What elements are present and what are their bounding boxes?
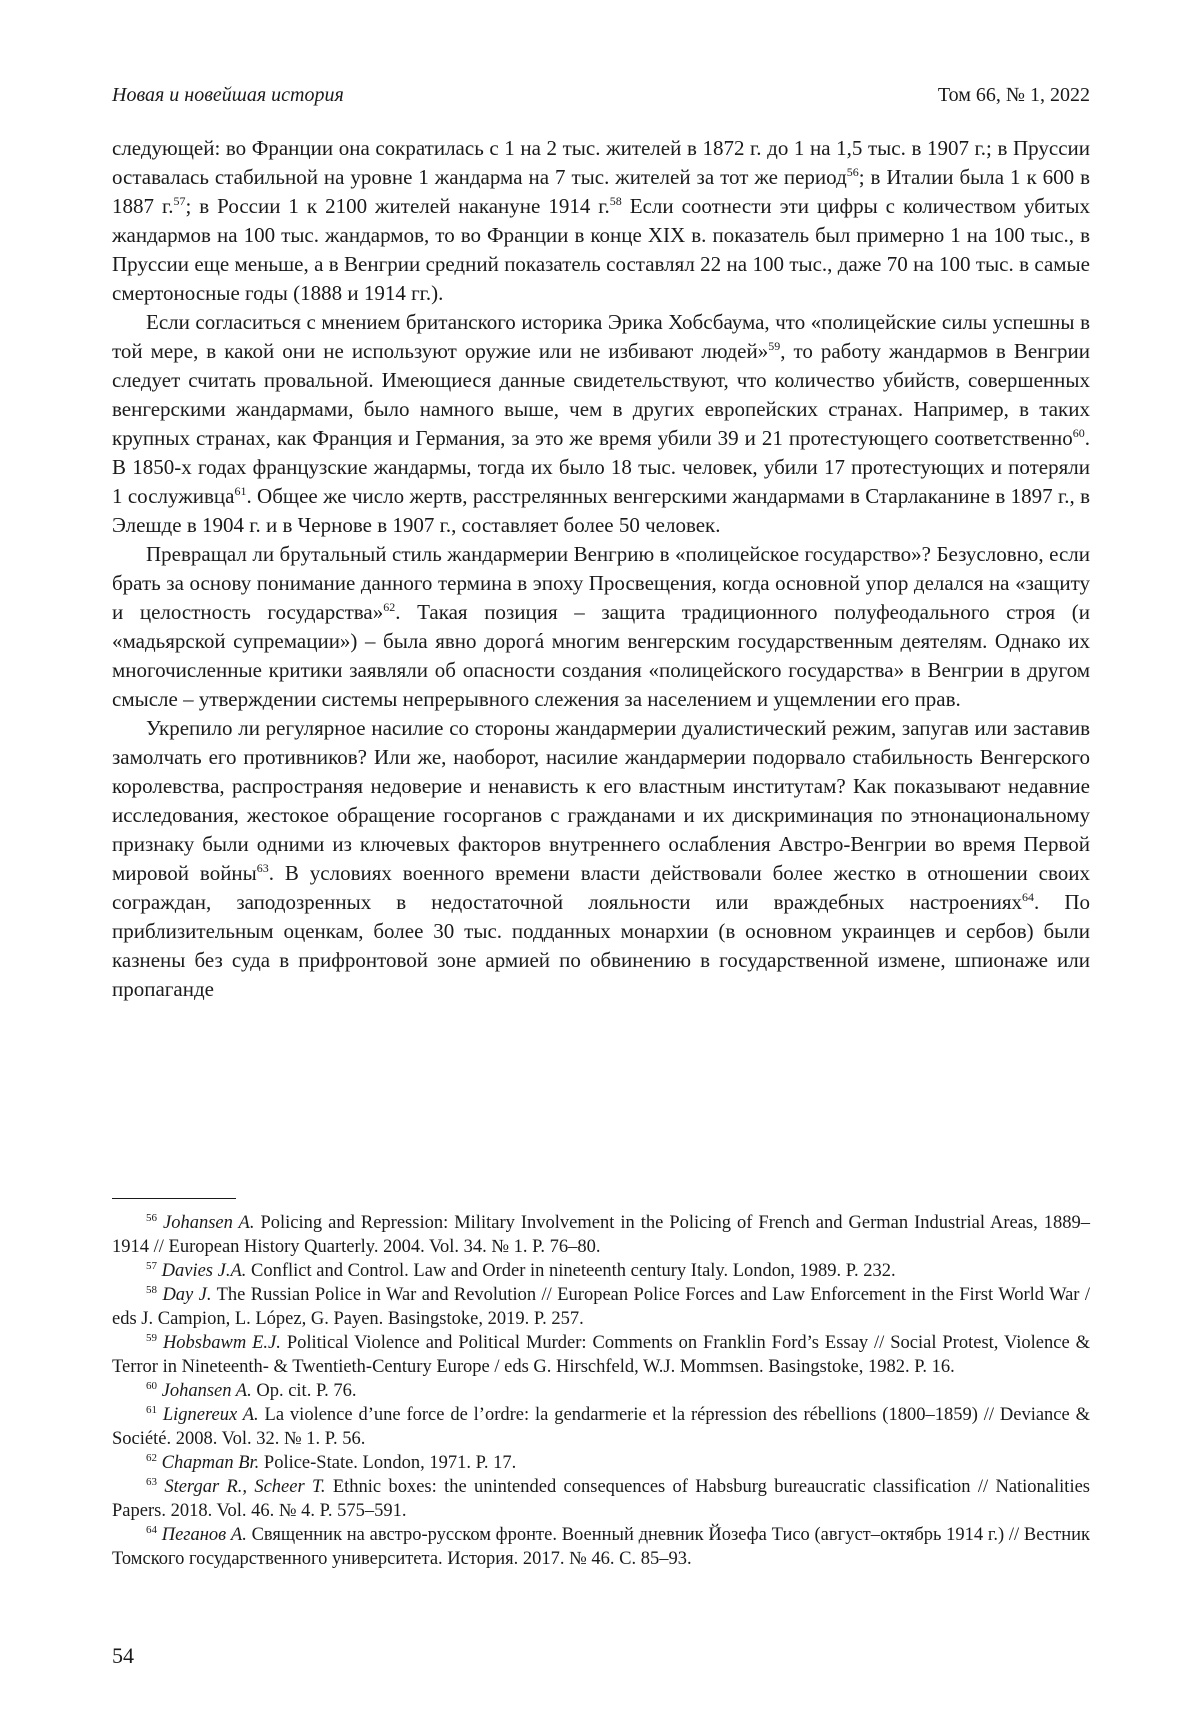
footnote-author: Day J. bbox=[162, 1285, 212, 1305]
footnote-ref: 59 bbox=[768, 339, 781, 353]
footnote-author: Johansen A. bbox=[163, 1213, 255, 1233]
footnote-text: Political Violence and Political Murder: Comments on Franklin Ford’s Essay // Social Protest, Violence & Terror in Nineteenth- & Twentieth-Century Europe / eds G. Hirschfeld, W.J. Mommsen. Basingstoke, 1982. P. 16. bbox=[112, 1333, 1091, 1377]
footnote-ref: 61 bbox=[234, 484, 247, 498]
text-run: следующей: во Франции она сократилась с 1 на 2 тыс. жителей в 1872 г. до 1 на 1,5 тыс. в 1907 г.; в Пруссии оставалась стабильной на уровне 1 жандарма на 7 тыс. жителей за тот же период bbox=[112, 136, 1090, 189]
footnote-number: 56 bbox=[146, 1211, 157, 1224]
text-run: Если согласиться с мнением британского историка Эрика Хобсбаума, что «полицейские силы успешны в той мере, в какой они не используют оружие или не избивают людей» bbox=[112, 310, 1090, 363]
text-run: . По приблизительным оценкам, более 30 тыс. подданных монархии (в основном украинцев и сербов) были казнены без суда в прифронтовой зоне армией по обвинению в государственной измене, шпионаже или пропаганде bbox=[112, 890, 1090, 1001]
footnote bbox=[112, 1259, 1090, 1283]
footnotes bbox=[112, 1211, 1090, 1571]
text-run: . Общее же число жертв, расстрелянных венгерскими жандармами в Старлаканине в 1897 г., в Элешде в 1904 г. и в Чернове в 1907 г., составляет более 50 человек. bbox=[112, 484, 1090, 537]
footnote bbox=[112, 1211, 1090, 1259]
footnote-author: Lignereux A. bbox=[162, 1405, 259, 1425]
running-header bbox=[112, 84, 1090, 114]
footnote-ref: 64 bbox=[1022, 890, 1034, 904]
footnote-ref: 60 bbox=[1072, 426, 1085, 440]
paragraph bbox=[112, 308, 1090, 540]
footnote-number: 58 bbox=[146, 1283, 157, 1296]
text-run: ; в России 1 к 2100 жителей накануне 1914 г. bbox=[185, 194, 610, 218]
text-run: Если соотнести эти цифры с количеством убитых жандармов на 100 тыс. жандармов, то во Франции в конце XIX в. показатель был примерно 1 на 100 тыс., в Пруссии еще меньше, а в Венгрии средний показатель составлял 22 на 100 тыс., даже 70 на 100 тыс. в самые смертоносные годы (1888 и 1914 гг.). bbox=[112, 194, 1090, 305]
issue-info: Том 66, № 1, 2022 bbox=[937, 84, 1090, 106]
footnote bbox=[112, 1523, 1090, 1571]
text-run: . В 1850-х годах французские жандармы, тогда их было 18 тыс. человек, убили 17 протестующих и потеряли 1 сослуживца bbox=[112, 426, 1090, 508]
footnote-number: 60 bbox=[146, 1379, 157, 1392]
footnote-author: Johansen A. bbox=[161, 1381, 252, 1401]
main-text bbox=[112, 134, 1090, 1004]
footnote-author: Chapman Br. bbox=[161, 1453, 260, 1473]
paragraph bbox=[112, 714, 1090, 1004]
footnote bbox=[112, 1379, 1090, 1403]
footnote-text: Policing and Repression: Military Involvement in the Policing of French and German Industrial Areas, 1889–1914 // European History Quarterly. 2004. Vol. 34. № 1. P. 76–80. bbox=[112, 1213, 1090, 1257]
footnote-ref: 62 bbox=[383, 600, 396, 614]
text-run: . В условиях военного времени власти действовали более жестко в отношении своих сограждан, заподозренных в недостаточной лояльности или враждебных настроениях bbox=[112, 861, 1090, 914]
footnote bbox=[112, 1283, 1090, 1331]
footnote-ref: 58 bbox=[609, 194, 622, 208]
footnote bbox=[112, 1403, 1090, 1451]
text-run: ; в Италии была 1 к 600 в 1887 г. bbox=[112, 165, 1090, 218]
paragraph bbox=[112, 134, 1090, 308]
text-run: . Такая позиция – защита традиционного полуфеодального строя (и «мадьярской супремации») – была явно дорогá многим венгерским государственным деятелям. Однако их многочисленные критики заявляли об опасности создания «полицейского государства» в Венгрии в другом смысле – утверждении системы непрерывного слежения за населением и ущемлении его прав. bbox=[112, 600, 1090, 711]
footnote-separator bbox=[112, 1198, 236, 1199]
footnote-text: Conflict and Control. Law and Order in nineteenth century Italy. London, 1989. P. 232. bbox=[246, 1261, 896, 1281]
text-run: Укрепило ли регулярное насилие со стороны жандармерии дуалистический режим, запугав или заставив замолчать его противников? Или же, наоборот, насилие жандармерии подорвало стабильность Венгерского королевства, распространяя недоверие и ненависть к его властным институтам? Как показывают недавние исследования, жестокое обращение госорганов с гражданами и их дискриминация по этнонациональному признаку были одними из ключевых факторов внутреннего ослабления Австро-Венгрии во время Первой мировой войны bbox=[112, 716, 1090, 885]
footnote bbox=[112, 1331, 1090, 1379]
footnote-number: 64 bbox=[146, 1523, 157, 1536]
footnote-text: Священник на австро-русском фронте. Военный дневник Йозефа Тисо (август–октябрь 1914 г.) // Вестник Томского государственного университета. История. 2017. № 46. С. 85–93. bbox=[112, 1525, 1090, 1569]
text-run: Превращал ли брутальный стиль жандармерии Венгрию в «полицейское государство»? Безусловно, если брать за основу понимание данного термина в эпоху Просвещения, когда основной упор делался на «защиту и целостность государства» bbox=[112, 542, 1090, 624]
footnote-author: Davies J.A. bbox=[161, 1261, 247, 1281]
footnote-text: Police-State. London, 1971. P. 17. bbox=[259, 1453, 517, 1473]
text-run: , то работу жандармов в Венгрии следует считать провальной. Имеющиеся данные свидетельствуют, что количество убийств, совершенных венгерскими жандармами, было намного выше, чем в других европейских странах. Например, в таких крупных странах, как Франция и Германия, за это же время убили 39 и 21 протестующего соответственно bbox=[112, 339, 1090, 450]
footnote-text: La violence d’une force de l’ordre: la gendarmerie et la répression des rébellions (1800–1859) // Deviance & Société. 2008. Vol. 32. № 1. P. 56. bbox=[112, 1405, 1090, 1449]
footnote-ref: 56 bbox=[846, 165, 859, 179]
footnote-text: The Russian Police in War and Revolution // European Police Forces and Law Enforcement in the First World War / eds J. Campion, L. López, G. Payen. Basingstoke, 2019. P. 257. bbox=[112, 1285, 1091, 1329]
paragraph bbox=[112, 540, 1090, 714]
footnote-number: 63 bbox=[146, 1475, 157, 1488]
journal-title: Новая и новейшая история bbox=[112, 84, 344, 106]
footnote-ref: 57 bbox=[173, 194, 186, 208]
footnote-number: 57 bbox=[146, 1259, 157, 1272]
footnote-author: Пеганов А. bbox=[161, 1525, 247, 1545]
footnote-author: Hobsbawm E.J. bbox=[162, 1333, 281, 1353]
footnote-number: 61 bbox=[146, 1403, 157, 1416]
footnote bbox=[112, 1451, 1090, 1475]
footnote-text: Op. cit. P. 76. bbox=[251, 1381, 357, 1401]
footnote-author: Stergar R., Scheer T. bbox=[164, 1477, 326, 1497]
page-number: 54 bbox=[112, 1643, 134, 1668]
footnote bbox=[112, 1475, 1090, 1523]
footnote-ref: 63 bbox=[256, 861, 269, 875]
footnote-number: 59 bbox=[146, 1331, 157, 1344]
footnote-text: Ethnic boxes: the unintended consequences of Habsburg bureaucratic classification // Nationalities Papers. 2018. Vol. 46. № 4. P. 575–591. bbox=[112, 1477, 1090, 1521]
footnote-number: 62 bbox=[146, 1451, 157, 1464]
